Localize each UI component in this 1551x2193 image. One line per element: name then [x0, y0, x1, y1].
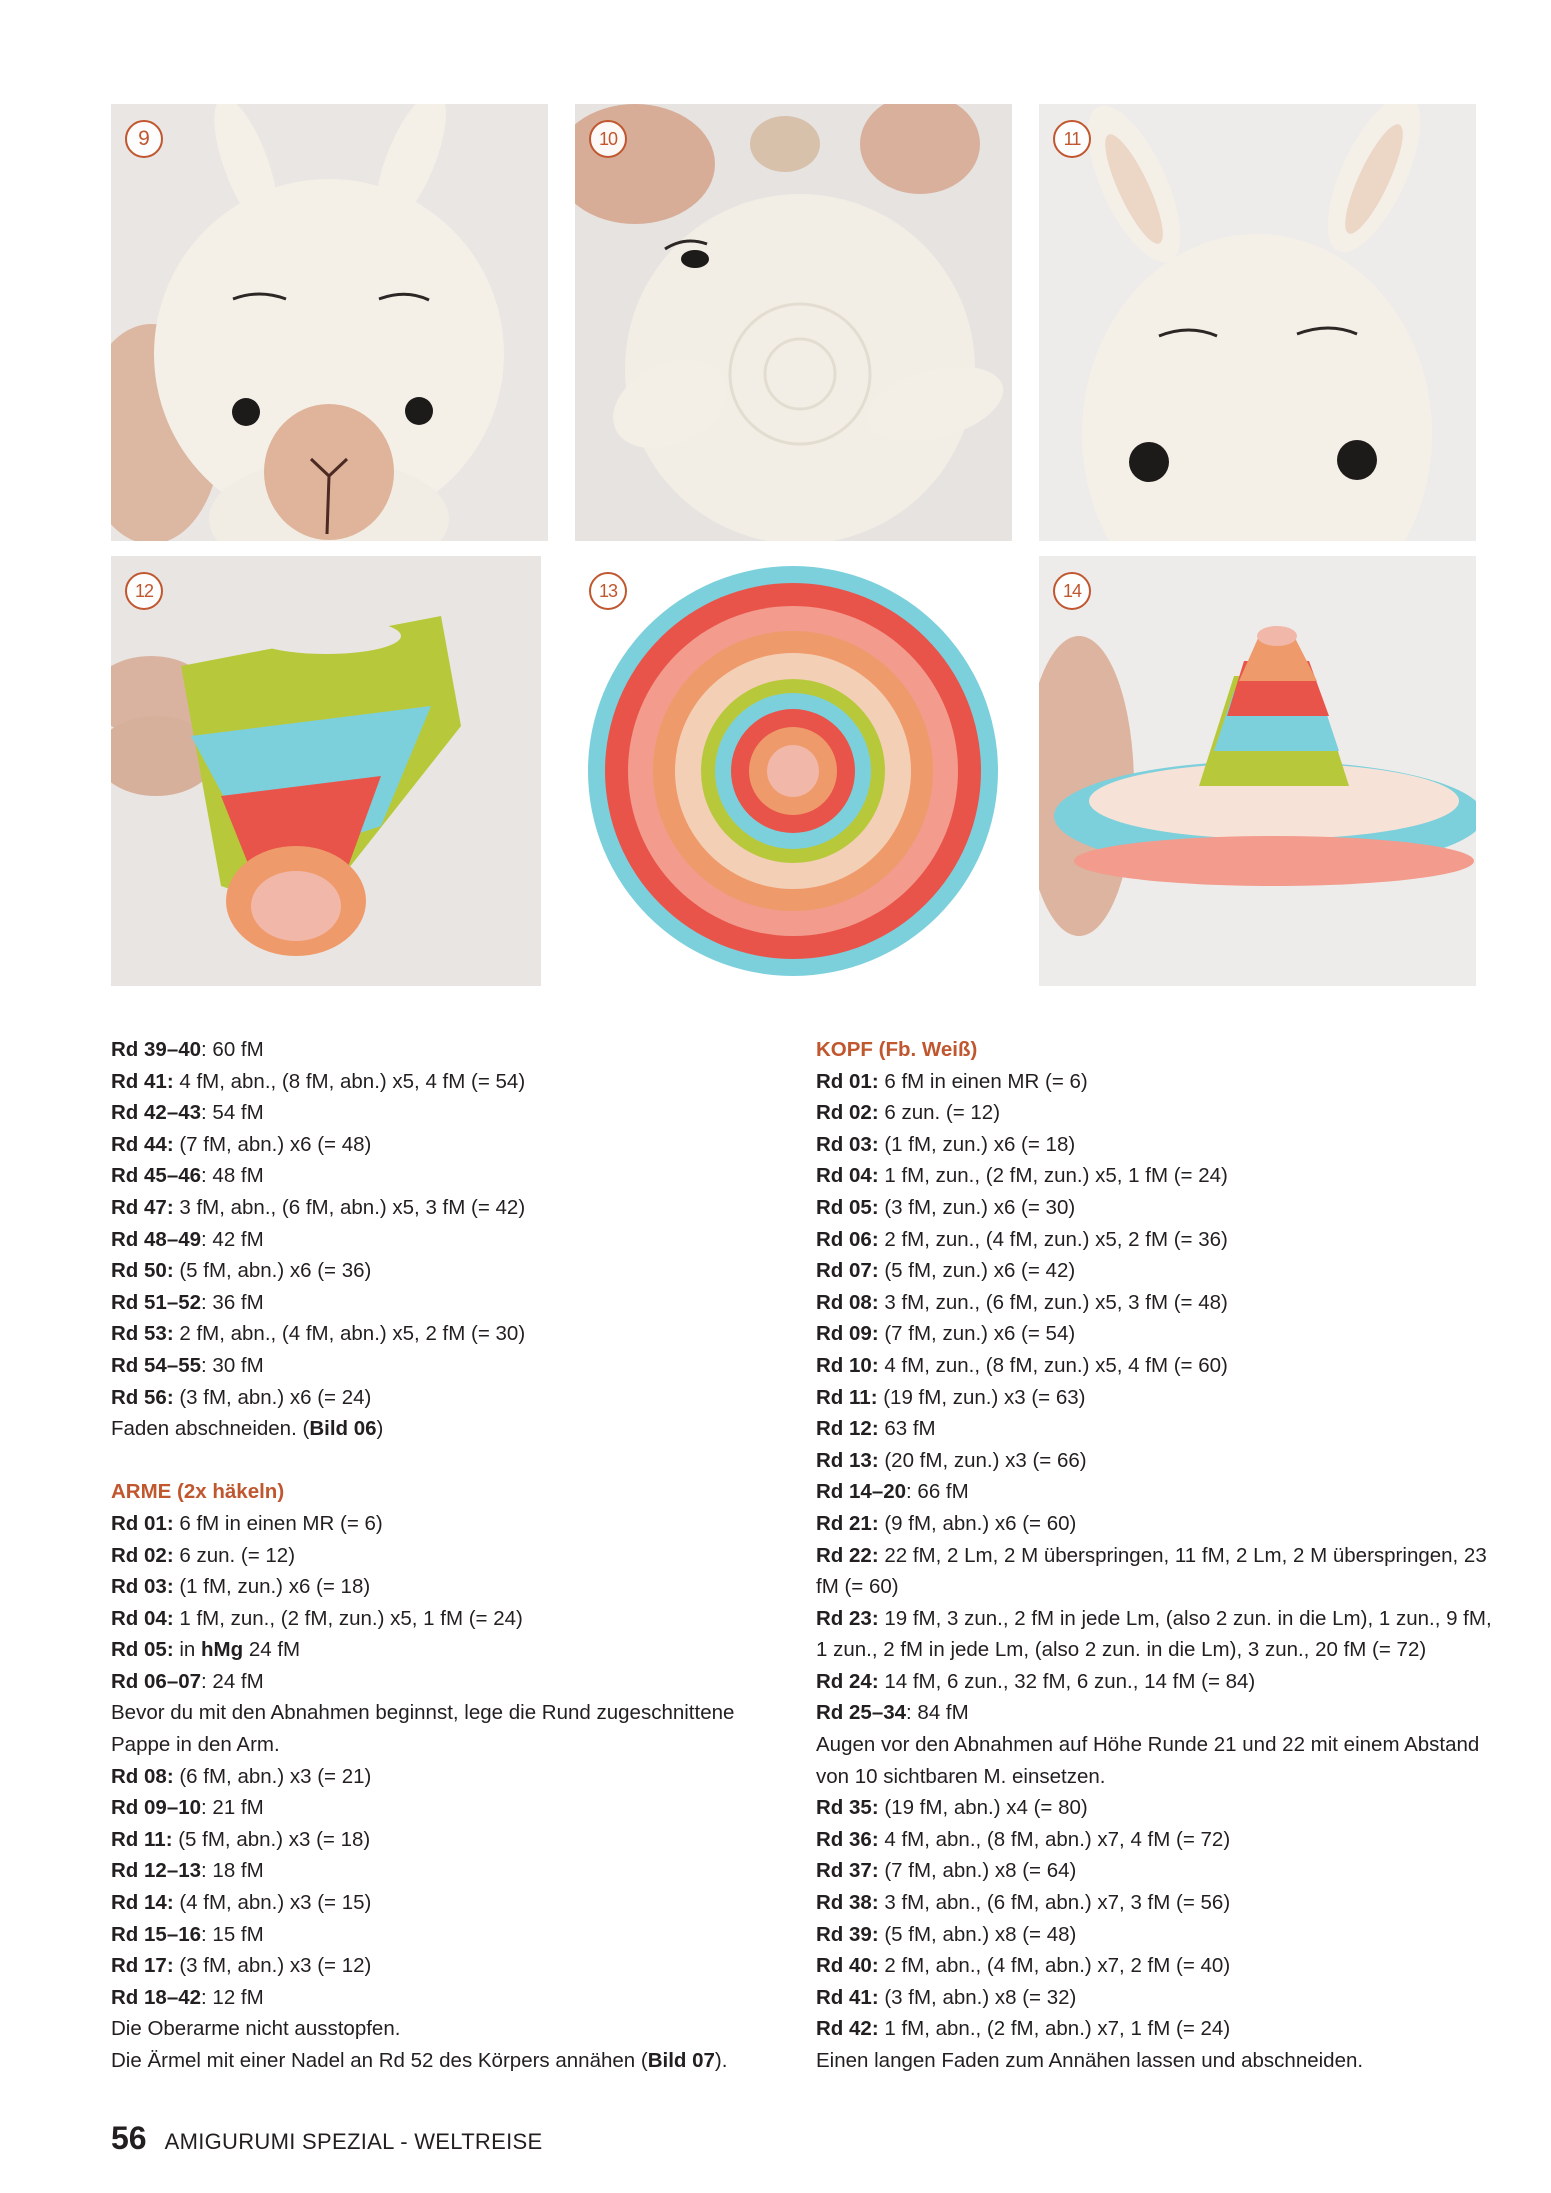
- arms-round-05: [111, 1634, 791, 1666]
- round-line: [816, 1887, 1498, 1919]
- round-text: 6 zun. (= 12): [173, 1543, 296, 1567]
- round-label: Rd 56:: [111, 1385, 174, 1409]
- round-text: 22 fM, 2 Lm, 2 M überspringen, 11 fM, 2 Lm, 2 M überspringen, 23 fM (= 60): [816, 1543, 1487, 1599]
- round-label: Rd 22:: [816, 1543, 879, 1567]
- round-text: (1 fM, zun.) x6 (= 18): [173, 1575, 371, 1599]
- arms-end-note-2: [111, 2045, 791, 2077]
- head-round-23: [816, 1603, 1498, 1666]
- round-line: [816, 1224, 1498, 1256]
- round-label: Rd 48–49: [111, 1227, 202, 1251]
- round-text: (6 fM, abn.) x3 (= 21): [173, 1764, 372, 1788]
- round-text: (19 fM, abn.) x4 (= 80): [878, 1796, 1088, 1820]
- round-label: Rd 21:: [816, 1511, 879, 1535]
- round-line: [816, 1192, 1498, 1224]
- round-line: [816, 1318, 1498, 1350]
- round-line: [816, 1445, 1498, 1477]
- photo-number-badge: 11: [1053, 120, 1091, 158]
- round-text: : 30 fM: [201, 1353, 264, 1377]
- round-line: [816, 1287, 1498, 1319]
- round-text: : 36 fM: [201, 1290, 264, 1314]
- round-label: Rd 03:: [111, 1575, 174, 1599]
- photo-number-badge: 13: [589, 572, 627, 610]
- photo-11-bunny-head-illustration: [1039, 104, 1476, 541]
- round-line: [111, 1761, 791, 1793]
- round-label: Rd 51–52: [111, 1290, 202, 1314]
- arms-note: Bevor du mit den Abnahmen beginnst, lege die Rund zugeschnittene Pappe in den Arm.: [111, 1701, 735, 1757]
- round-text: (7 fM, abn.) x6 (= 48): [173, 1132, 372, 1156]
- round-label: Rd 50:: [111, 1259, 174, 1283]
- round-line: [111, 1982, 791, 2014]
- round-line: [111, 1792, 791, 1824]
- photo-number-badge: 12: [125, 572, 163, 610]
- round-line: [816, 1129, 1498, 1161]
- round-line: [111, 1066, 791, 1098]
- round-label: Rd 08:: [816, 1290, 879, 1314]
- round-text: 4 fM, abn., (8 fM, abn.) x7, 4 fM (= 72): [878, 1827, 1231, 1851]
- round-text: 3 fM, abn., (6 fM, abn.) x7, 3 fM (= 56): [878, 1891, 1231, 1915]
- left-column: [111, 1034, 791, 2077]
- round-line: [816, 1792, 1498, 1824]
- round-text: : 21 fM: [201, 1796, 264, 1820]
- round-label: Rd 02:: [816, 1101, 879, 1125]
- round-text: 6 zun. (= 12): [878, 1101, 1001, 1125]
- photo-11: [1039, 104, 1476, 541]
- round-line: [111, 1350, 791, 1382]
- round-text: (3 fM, abn.) x8 (= 32): [878, 1985, 1077, 2009]
- round-line: [111, 1097, 791, 1129]
- round-text: 14 fM, 6 zun., 32 fM, 6 zun., 14 fM (= 84): [878, 1669, 1256, 1693]
- note-close: ).: [714, 2049, 728, 2072]
- round-text: : 15 fM: [201, 1922, 264, 1946]
- round-label: Rd 42:: [816, 2017, 879, 2041]
- round-line: [111, 1824, 791, 1856]
- round-line: [816, 1950, 1498, 1982]
- round-text: : 84 fM: [906, 1701, 969, 1725]
- body-rounds-list: [111, 1034, 791, 1413]
- head-rounds-list-c: [816, 1792, 1498, 2045]
- round-label: Rd 15–16: [111, 1922, 202, 1946]
- round-label: Rd 24:: [816, 1669, 879, 1693]
- photo-13: [575, 556, 1012, 986]
- round-text: : 18 fM: [201, 1859, 264, 1883]
- round-label: Rd 41:: [816, 1985, 879, 2009]
- round-label: Rd 05:: [816, 1195, 879, 1219]
- round-text: : 42 fM: [201, 1227, 264, 1251]
- round-line: [816, 1160, 1498, 1192]
- round-text: : 54 fM: [201, 1101, 264, 1125]
- round-text: in: [173, 1638, 202, 1662]
- round-label: Rd 13:: [816, 1448, 879, 1472]
- photo-12-sombrero-crown-illustration: [111, 556, 541, 986]
- arms-rounds-list-b: [111, 1761, 791, 2014]
- round-label: Rd 06–07: [111, 1669, 202, 1693]
- round-label: Rd 14:: [111, 1891, 174, 1915]
- round-text: 24 fM: [243, 1638, 301, 1662]
- note-text: Die Ärmel mit einer Nadel an Rd 52 des Körpers annähen (: [111, 2049, 648, 2072]
- round-text: (5 fM, abn.) x6 (= 36): [173, 1259, 372, 1283]
- round-label: Rd 39:: [816, 1922, 879, 1946]
- photo-number-badge: 9: [125, 120, 163, 158]
- round-label: Rd 03:: [816, 1132, 879, 1156]
- round-line: [111, 1508, 791, 1540]
- round-text: (7 fM, zun.) x6 (= 54): [878, 1322, 1076, 1346]
- round-label: Rd 14–20: [816, 1480, 907, 1504]
- round-line: [816, 1413, 1498, 1445]
- round-label: Rd 10:: [816, 1353, 879, 1377]
- round-label: Rd 02:: [111, 1543, 174, 1567]
- round-line: [816, 1255, 1498, 1287]
- round-label: Rd 09:: [816, 1322, 879, 1346]
- round-label: Rd 06:: [816, 1227, 879, 1251]
- round-text: 2 fM, abn., (4 fM, abn.) x5, 2 fM (= 30): [173, 1322, 526, 1346]
- round-label: Rd 01:: [111, 1511, 174, 1535]
- round-label: Rd 12–13: [111, 1859, 202, 1883]
- round-label: Rd 38:: [816, 1891, 879, 1915]
- final-note: Einen langen Faden zum Annähen lassen und abschneiden.: [816, 2049, 1364, 2072]
- round-line: [111, 1571, 791, 1603]
- round-line: [816, 1824, 1498, 1856]
- round-text: 6 fM in einen MR (= 6): [878, 1069, 1088, 1093]
- round-line: [816, 1476, 1498, 1508]
- round-label: Rd 47:: [111, 1195, 174, 1219]
- cut-note: [111, 1413, 791, 1445]
- round-label: Rd 42–43: [111, 1101, 202, 1125]
- round-label: Rd 07:: [816, 1259, 879, 1283]
- round-label: Rd 40:: [816, 1954, 879, 1978]
- photo-9-bunny-face-illustration: [111, 104, 548, 541]
- round-text: 1 fM, zun., (2 fM, zun.) x5, 1 fM (= 24): [173, 1606, 523, 1630]
- page-footer: [111, 2120, 542, 2160]
- round-label: Rd 04:: [111, 1606, 174, 1630]
- round-line: [111, 1887, 791, 1919]
- round-line: [111, 1160, 791, 1192]
- round-text: : 24 fM: [201, 1669, 264, 1693]
- round-text: 6 fM in einen MR (= 6): [173, 1511, 383, 1535]
- round-text: (19 fM, zun.) x3 (= 63): [877, 1385, 1086, 1409]
- round-line: [111, 1950, 791, 1982]
- round-text: : 60 fM: [201, 1038, 264, 1061]
- round-line: [111, 1255, 791, 1287]
- round-text: : 48 fM: [201, 1164, 264, 1188]
- round-text: 2 fM, abn., (4 fM, abn.) x7, 2 fM (= 40): [878, 1954, 1231, 1978]
- round-emphasis: hMg: [201, 1638, 244, 1662]
- round-line: [816, 1919, 1498, 1951]
- round-text: 3 fM, zun., (6 fM, zun.) x5, 3 fM (= 48): [878, 1290, 1228, 1314]
- round-label: Rd 41:: [111, 1069, 174, 1093]
- round-text: (3 fM, zun.) x6 (= 30): [878, 1195, 1076, 1219]
- round-label: Rd 45–46: [111, 1164, 202, 1188]
- round-text: 4 fM, zun., (8 fM, zun.) x5, 4 fM (= 60): [878, 1353, 1228, 1377]
- round-line: [816, 1697, 1498, 1729]
- round-label: Rd 44:: [111, 1132, 174, 1156]
- round-line: [816, 1382, 1498, 1414]
- round-label: Rd 35:: [816, 1796, 879, 1820]
- round-label: Rd 25–34: [816, 1701, 907, 1725]
- photo-13-sombrero-top-illustration: [575, 556, 1012, 986]
- round-line: [111, 1287, 791, 1319]
- round-text: (1 fM, zun.) x6 (= 18): [878, 1132, 1076, 1156]
- round-text: (3 fM, abn.) x3 (= 12): [173, 1954, 372, 1978]
- round-line: [816, 1666, 1498, 1698]
- round-line: [111, 1382, 791, 1414]
- round-line: [111, 1540, 791, 1572]
- round-line: [816, 1066, 1498, 1098]
- right-column: [816, 1034, 1498, 2077]
- arms-rounds-list-a: [111, 1508, 791, 1634]
- round-text: (5 fM, abn.) x3 (= 18): [172, 1827, 371, 1851]
- photo-9: [111, 104, 548, 541]
- round-label: Rd 53:: [111, 1322, 174, 1346]
- eyes-note: Augen vor den Abnahmen auf Höhe Runde 21 und 22 mit einem Abstand von 10 sichtbaren M. einsetzen.: [816, 1733, 1480, 1788]
- round-label: Rd 54–55: [111, 1353, 202, 1377]
- round-label: Rd 39–40: [111, 1038, 202, 1061]
- round-label: Rd 08:: [111, 1764, 174, 1788]
- round-line: [816, 1855, 1498, 1887]
- round-line: [111, 1919, 791, 1951]
- round-line: [111, 1129, 791, 1161]
- round-text: 63 fM: [878, 1417, 936, 1441]
- round-line: [816, 1097, 1498, 1129]
- photo-10-head-underside-illustration: [575, 104, 1012, 541]
- round-line: [111, 1192, 791, 1224]
- round-text: (5 fM, zun.) x6 (= 42): [878, 1259, 1076, 1283]
- magazine-title: AMIGURUMI SPEZIAL - WELTREISE: [164, 2129, 543, 2154]
- round-label: Rd 05:: [111, 1638, 174, 1662]
- round-text: 1 fM, abn., (2 fM, abn.) x7, 1 fM (= 24): [878, 2017, 1231, 2041]
- photo-number-badge: 10: [589, 120, 627, 158]
- photo-12: [111, 556, 541, 986]
- round-line: [111, 1318, 791, 1350]
- round-label: Rd 01:: [816, 1069, 879, 1093]
- arms-section-title: ARME (2x häkeln): [111, 1480, 285, 1504]
- round-text: 3 fM, abn., (6 fM, abn.) x5, 3 fM (= 42): [173, 1195, 526, 1219]
- round-label: Rd 12:: [816, 1417, 879, 1441]
- round-label: Rd 37:: [816, 1859, 879, 1883]
- round-text: 19 fM, 3 zun., 2 fM in jede Lm, (also 2 zun. in die Lm), 1 zun., 9 fM, 1 zun., 2 fM in jede Lm, (also 2 zun. in die Lm), 3 zun., 20 fM (= 72): [816, 1606, 1492, 1662]
- round-line: [816, 2013, 1498, 2045]
- round-text: : 12 fM: [201, 1985, 264, 2009]
- round-text: (5 fM, abn.) x8 (= 48): [878, 1922, 1077, 1946]
- head-section-title: KOPF (Fb. Weiß): [816, 1038, 978, 1061]
- page-number: 56: [111, 2120, 147, 2156]
- note-figure-ref: Bild 07: [647, 2049, 715, 2072]
- round-label: Rd 18–42: [111, 1985, 202, 2009]
- round-text: 2 fM, zun., (4 fM, zun.) x5, 2 fM (= 36): [878, 1227, 1228, 1251]
- round-label: Rd 09–10: [111, 1796, 202, 1820]
- round-line: [111, 1603, 791, 1635]
- round-label: Rd 11:: [111, 1827, 173, 1851]
- photo-14-sombrero-side-illustration: [1039, 556, 1476, 986]
- arms-round-06-07: [111, 1666, 791, 1698]
- arms-end-note-1: Die Oberarme nicht ausstopfen.: [111, 2017, 401, 2041]
- round-label: Rd 23:: [816, 1606, 879, 1630]
- round-line: [816, 1982, 1498, 2014]
- photo-14: [1039, 556, 1476, 986]
- head-rounds-list-b: [816, 1666, 1498, 1729]
- round-line: [111, 1855, 791, 1887]
- photo-number-badge: 14: [1053, 572, 1091, 610]
- round-text: (3 fM, abn.) x6 (= 24): [173, 1385, 372, 1409]
- spacer: [111, 1445, 791, 1477]
- round-text: (20 fM, zun.) x3 (= 66): [878, 1448, 1087, 1472]
- cut-note-figure-ref: Bild 06: [309, 1417, 377, 1441]
- round-label: Rd 36:: [816, 1827, 879, 1851]
- round-text: (9 fM, abn.) x6 (= 60): [878, 1511, 1077, 1535]
- cut-note-text: Faden abschneiden. (: [111, 1417, 310, 1441]
- round-line: [111, 1034, 791, 1066]
- round-label: Rd 04:: [816, 1164, 879, 1188]
- round-text: (7 fM, abn.) x8 (= 64): [878, 1859, 1077, 1883]
- round-line: [816, 1508, 1498, 1540]
- round-text: (4 fM, abn.) x3 (= 15): [173, 1891, 372, 1915]
- head-rounds-list-a: [816, 1066, 1498, 1540]
- head-round-22: [816, 1540, 1498, 1603]
- round-text: 1 fM, zun., (2 fM, zun.) x5, 1 fM (= 24): [878, 1164, 1228, 1188]
- round-line: [111, 1224, 791, 1256]
- round-text: 4 fM, abn., (8 fM, abn.) x5, 4 fM (= 54): [173, 1069, 526, 1093]
- round-label: Rd 11:: [816, 1385, 878, 1409]
- round-label: Rd 17:: [111, 1954, 174, 1978]
- photo-10: [575, 104, 1012, 541]
- round-text: : 66 fM: [906, 1480, 969, 1504]
- round-line: [816, 1350, 1498, 1382]
- cut-note-close: ): [376, 1417, 384, 1441]
